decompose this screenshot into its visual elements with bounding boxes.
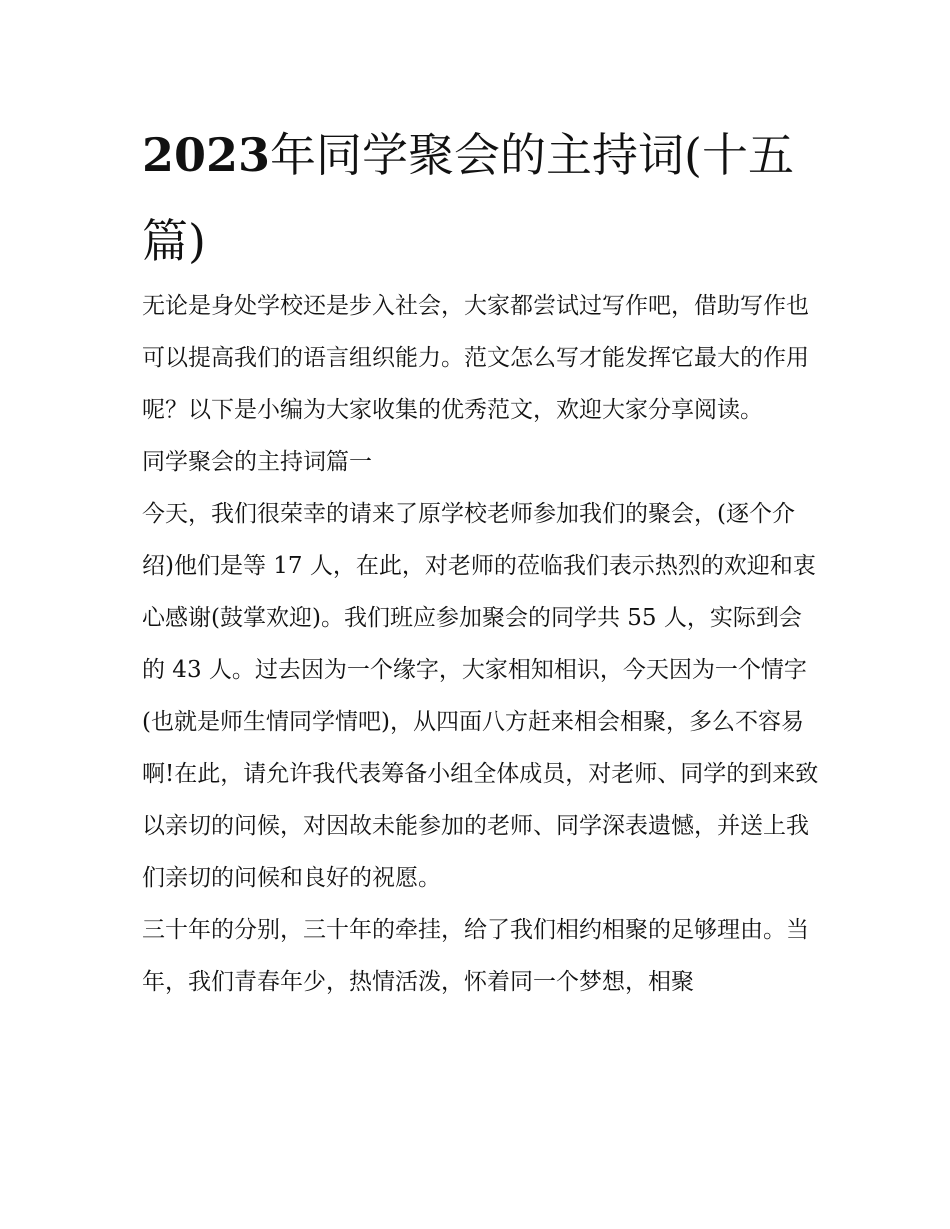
intro-paragraph: 无论是身处学校还是步入社会，大家都尝试过写作吧，借助写作也可以提高我们的语言组织能力。范文怎么写才能发挥它最大的作用呢？以下是小编为大家收集的优秀范文，欢迎大家分享阅读。 [142, 293, 809, 423]
section-heading: 同学聚会的主持词篇一 [142, 449, 372, 475]
document-title [142, 112, 822, 284]
title-year: 2023 [142, 128, 271, 182]
body-paragraph: 今天，我们很荣幸的请来了原学校老师参加我们的聚会，(逐个介绍)他们是等 17 人，在此，对老师的莅临我们表示热烈的欢迎和衷心感谢(鼓掌欢迎)。我们班应参加聚会的同学共 55 人，实际到会的 43 人。过去因为一个缘字，大家相知相识，今天因为一个情字(也就是师生情同学情吧)，从四面八方赶来相会相聚，多么不容易啊!在此，请允许我代表筹备小组全体成员，对老师、同学的到来致以亲切的问候，对因故未能参加的老师、同学深表遗憾，并送上我们亲切的问候和良好的祝愿。 [142, 501, 819, 891]
body-paragraph: 三十年的分别，三十年的牵挂，给了我们相约相聚的足够理由。当年，我们青春年少，热情活泼，怀着同一个梦想，相聚 [142, 917, 809, 995]
title-text: 年同学聚会的主持词(十五篇) [142, 128, 794, 268]
document-body [142, 280, 822, 1008]
